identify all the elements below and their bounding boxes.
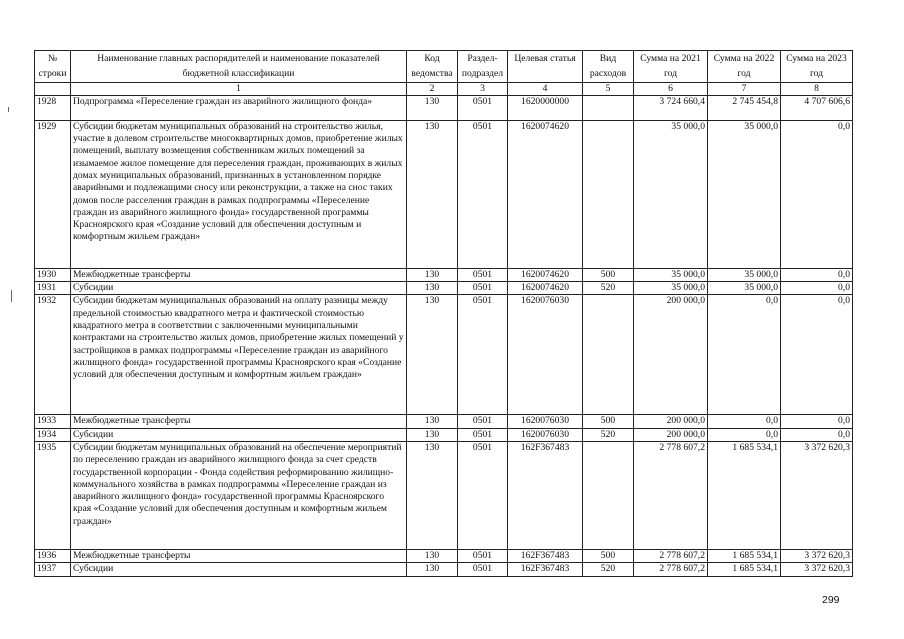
- row-section: 0501: [458, 415, 508, 428]
- row-sum-2022: 1 685 534,1: [708, 442, 781, 550]
- row-sum-2023: 0,0: [781, 268, 853, 281]
- row-number: 1934: [35, 428, 71, 441]
- row-expense-type: 500: [583, 550, 634, 563]
- table-row: [35, 442, 853, 550]
- table-row: [35, 550, 853, 563]
- row-department-code: 130: [407, 295, 458, 415]
- row-department-code: 130: [407, 550, 458, 563]
- row-sum-2021: 35 000,0: [634, 120, 708, 268]
- row-sum-2022: 0,0: [708, 428, 781, 441]
- row-section: 0501: [458, 268, 508, 281]
- row-expense-type: [583, 442, 634, 550]
- row-number: 1933: [35, 415, 71, 428]
- header-section: Раздел-подраздел: [458, 51, 508, 83]
- row-sum-2023: 3 372 620,3: [781, 442, 853, 550]
- row-department-code: 130: [407, 95, 458, 120]
- row-number: 1936: [35, 550, 71, 563]
- row-sum-2021: 2 778 607,2: [634, 563, 708, 576]
- column-number: 2: [407, 82, 458, 95]
- row-sum-2023: 3 372 620,3: [781, 550, 853, 563]
- row-sum-2022: 1 685 534,1: [708, 563, 781, 576]
- row-section: 0501: [458, 95, 508, 120]
- table-row: [35, 268, 853, 281]
- row-target-item: 1620076030: [508, 415, 583, 428]
- table-header-row: [35, 51, 853, 83]
- table-row: [35, 95, 853, 120]
- row-sum-2022: 0,0: [708, 415, 781, 428]
- row-target-item: 162F367483: [508, 550, 583, 563]
- column-number: [35, 82, 71, 95]
- row-target-item: 1620000000: [508, 95, 583, 120]
- budget-table: [34, 50, 853, 577]
- row-target-item: 162F367483: [508, 442, 583, 550]
- row-department-code: 130: [407, 268, 458, 281]
- row-sum-2022: 35 000,0: [708, 268, 781, 281]
- row-department-code: 130: [407, 120, 458, 268]
- row-sum-2021: 200 000,0: [634, 428, 708, 441]
- row-sum-2022: 2 745 454,8: [708, 95, 781, 120]
- header-sum-2022: Сумма на 2022 год: [708, 51, 781, 83]
- table-row: [35, 282, 853, 295]
- row-name: Субсидии бюджетам муниципальных образований на строительство жилья, участие в долевом строительстве многоквартирных домов, приобретение жилых помещений, выплату возмещения собственникам жилых помещений за изымаемое жилое помещение для переселения граждан, проживающих в жилых домах муниципальных образований, признанных в установленном порядке аварийными и подлежащими сносу или реконструкции, а также на снос таких домов после расселения граждан в рамках подпрограммы «Переселение граждан из аварийного жилищного фонда» государственной программы Красноярского края «Создание условий для обеспечения доступным и комфортным жильем граждан»: [71, 120, 407, 268]
- row-expense-type: [583, 120, 634, 268]
- row-section: 0501: [458, 120, 508, 268]
- row-name: Субсидии: [71, 282, 407, 295]
- row-sum-2021: 200 000,0: [634, 415, 708, 428]
- column-number: 4: [508, 82, 583, 95]
- row-sum-2022: 1 685 534,1: [708, 550, 781, 563]
- row-target-item: 1620076030: [508, 295, 583, 415]
- row-name: Субсидии бюджетам муниципальных образований на оплату разницы между предельной стоимостью квадратного метра и фактической стоимостью квадратного метра в соответствии с заключенными муниципальными контрактами на строительство жилых домов, приобретение жилых помещений у застройщиков в рамках подпрограммы «Переселение граждан из аварийного жилищного фонда» государственной программы Красноярского края «Создание условий для обеспечения доступным и комфортным жильем граждан»: [71, 295, 407, 415]
- row-name: Межбюджетные трансферты: [71, 550, 407, 563]
- row-section: 0501: [458, 295, 508, 415]
- row-number: 1932: [35, 295, 71, 415]
- row-sum-2023: 3 372 620,3: [781, 563, 853, 576]
- row-number: 1929: [35, 120, 71, 268]
- row-section: 0501: [458, 563, 508, 576]
- row-expense-type: [583, 295, 634, 415]
- row-section: 0501: [458, 428, 508, 441]
- row-number: 1931: [35, 282, 71, 295]
- column-number: 7: [708, 82, 781, 95]
- row-number: 1935: [35, 442, 71, 550]
- row-sum-2022: 0,0: [708, 295, 781, 415]
- row-target-item: 1620074620: [508, 268, 583, 281]
- row-department-code: 130: [407, 442, 458, 550]
- column-number: 8: [781, 82, 853, 95]
- row-expense-type: 520: [583, 563, 634, 576]
- row-expense-type: 520: [583, 282, 634, 295]
- row-name: Межбюджетные трансферты: [71, 415, 407, 428]
- row-expense-type: [583, 95, 634, 120]
- row-name: Межбюджетные трансферты: [71, 268, 407, 281]
- row-section: 0501: [458, 282, 508, 295]
- column-number-row: [35, 82, 853, 95]
- column-number: 5: [583, 82, 634, 95]
- header-sum-2021: Сумма на 2021 год: [634, 51, 708, 83]
- row-sum-2023: 4 707 606,6: [781, 95, 853, 120]
- row-target-item: 1620074620: [508, 282, 583, 295]
- row-sum-2021: 3 724 660,4: [634, 95, 708, 120]
- row-section: 0501: [458, 442, 508, 550]
- row-sum-2023: 0,0: [781, 120, 853, 268]
- column-number: 1: [71, 82, 407, 95]
- row-number: 1937: [35, 563, 71, 576]
- row-sum-2023: 0,0: [781, 428, 853, 441]
- row-sum-2022: 35 000,0: [708, 120, 781, 268]
- row-sum-2023: 0,0: [781, 282, 853, 295]
- table-row: [35, 295, 853, 415]
- row-department-code: 130: [407, 415, 458, 428]
- header-name: Наименование главных распорядителей и наименование показателей бюджетной классификации: [71, 51, 407, 83]
- row-sum-2023: 0,0: [781, 295, 853, 415]
- table-row: [35, 120, 853, 268]
- row-expense-type: 520: [583, 428, 634, 441]
- row-number: 1928: [35, 95, 71, 120]
- row-sum-2021: 2 778 607,2: [634, 550, 708, 563]
- row-expense-type: 500: [583, 415, 634, 428]
- row-sum-2021: 200 000,0: [634, 295, 708, 415]
- row-department-code: 130: [407, 563, 458, 576]
- row-section: 0501: [458, 550, 508, 563]
- table-row: [35, 563, 853, 576]
- scan-mark: [8, 107, 9, 112]
- row-name: Субсидии бюджетам муниципальных образований на обеспечение мероприятий по переселению граждан из аварийного жилищного фонда за счет средств государственной корпорации - Фонда содействия реформированию жилищно-коммунального хозяйства в рамках подпрограммы «Переселение граждан из аварийного жилищного фонда» государственной программы Красноярского края «Создание условий для обеспечения доступным и комфортным жильем граждан»: [71, 442, 407, 550]
- row-sum-2021: 2 778 607,2: [634, 442, 708, 550]
- header-department-code: Код ведомства: [407, 51, 458, 83]
- header-target-item: Целевая статья: [508, 51, 583, 83]
- header-expense-type: Вид расходов: [583, 51, 634, 83]
- row-department-code: 130: [407, 282, 458, 295]
- row-target-item: 1620076030: [508, 428, 583, 441]
- table-row: [35, 428, 853, 441]
- header-row-number: № строки: [35, 51, 71, 83]
- scan-mark: [11, 290, 12, 302]
- row-sum-2021: 35 000,0: [634, 268, 708, 281]
- row-target-item: 1620074620: [508, 120, 583, 268]
- row-expense-type: 500: [583, 268, 634, 281]
- column-number: 6: [634, 82, 708, 95]
- row-name: Субсидии: [71, 563, 407, 576]
- header-sum-2023: Сумма на 2023 год: [781, 51, 853, 83]
- row-department-code: 130: [407, 428, 458, 441]
- page-number: 299: [822, 594, 840, 606]
- row-sum-2023: 0,0: [781, 415, 853, 428]
- row-name: Подпрограмма «Переселение граждан из аварийного жилищного фонда»: [71, 95, 407, 120]
- row-sum-2021: 35 000,0: [634, 282, 708, 295]
- column-number: 3: [458, 82, 508, 95]
- row-target-item: 162F367483: [508, 563, 583, 576]
- table-row: [35, 415, 853, 428]
- row-name: Субсидии: [71, 428, 407, 441]
- row-sum-2022: 35 000,0: [708, 282, 781, 295]
- row-number: 1930: [35, 268, 71, 281]
